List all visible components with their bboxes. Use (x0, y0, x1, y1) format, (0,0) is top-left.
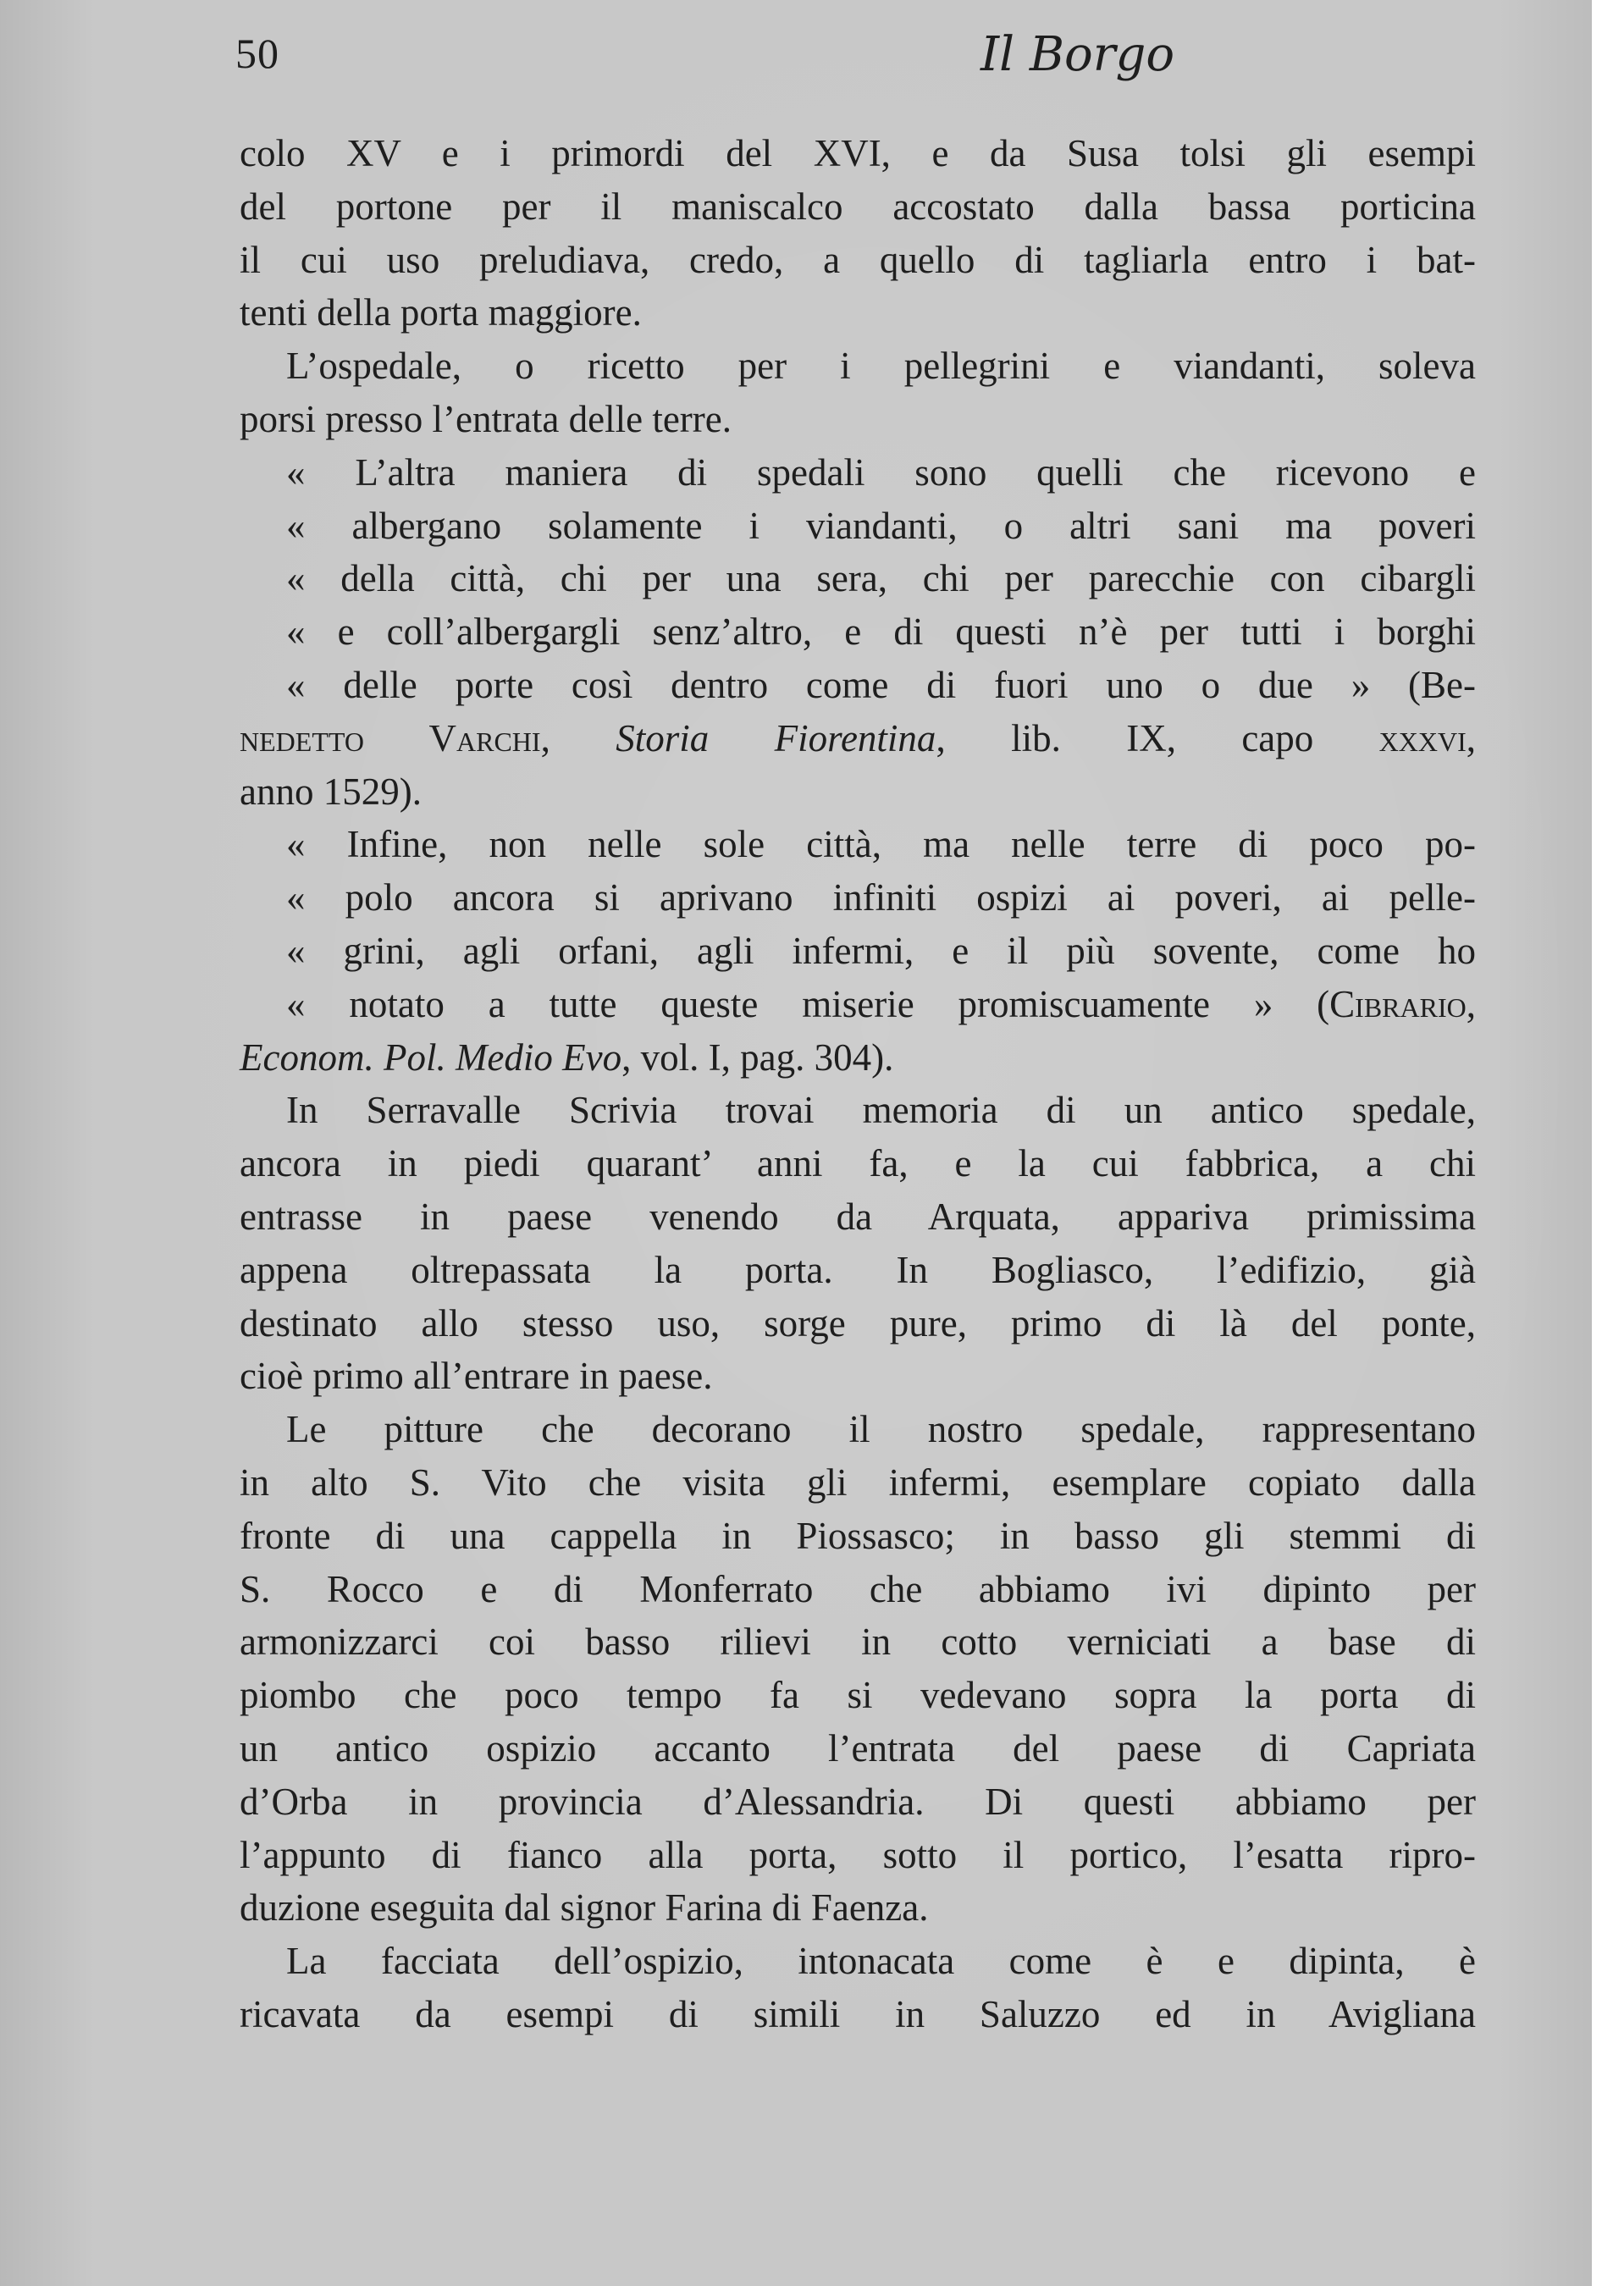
text-line: « albergano solamente i viandanti, o altri sani ma poveri (286, 504, 1476, 547)
text-line: « grini, agli orfani, agli infermi, e il più sovente, come ho (286, 929, 1476, 972)
book-title: Econom. Pol. Medio Evo (240, 1035, 622, 1079)
book-title: Storia Fiorentina (616, 716, 936, 759)
text-line: in alto S. Vito che visita gli infermi, esemplare copiato dalla (240, 1460, 1476, 1504)
text-line: « L’altra maniera di spedali sono quelli che ricevono e (286, 450, 1476, 494)
text-line: « e coll’albergargli senz’altro, e di questi n’è per tutti i borghi (286, 610, 1476, 654)
running-title: Il Borgo (980, 27, 1175, 82)
text-line: Le pitture che decorano il nostro spedale, rappresentano (286, 1408, 1476, 1451)
text-line: « delle porte così dentro come di fuori uno o due » (Be- (286, 663, 1476, 706)
text-line: porsi presso l’entrata delle terre. (240, 397, 732, 440)
page-header (235, 24, 1505, 91)
text-line: « Infine, non nelle sole città, ma nelle terre di poco po- (286, 823, 1476, 866)
author-name: nedetto Varchi (240, 716, 541, 759)
page-number: 50 (235, 30, 279, 77)
text-line: In Serravalle Scrivia trovai memoria di un antico spedale, (286, 1089, 1476, 1132)
text-line: il cui uso preludiava, credo, a quello di tagliarla entro i bat- (240, 238, 1476, 281)
text-line: appena oltrepassata la porta. In Bogliasco, l’edifizio, già (240, 1248, 1476, 1291)
text-line: L’ospedale, o ricetto per i pellegrini e viandanti, soleva (286, 345, 1476, 388)
text-line: entrasse in paese venendo da Arquata, appariva primissima (240, 1195, 1476, 1238)
text-line: un antico ospizio accanto l’entrata del paese di Capriata (240, 1726, 1476, 1770)
text-line: tenti della porta maggiore. (240, 291, 642, 334)
text-line: destinato allo stesso uso, sorge pure, primo di là del ponte, (240, 1301, 1476, 1345)
text-line: fronte di una cappella in Piossasco; in basso gli stemmi di (240, 1514, 1476, 1557)
text-line: l’appunto di fianco alla porta, sotto il portico, l’esatta ripro- (240, 1833, 1476, 1876)
text-line: « della città, chi per una sera, chi per parecchie con cibargli (286, 557, 1476, 600)
text-line: Econom. Pol. Medio Evo, vol. I, pag. 304). (240, 1035, 894, 1079)
text-line: piombo che poco tempo fa si vedevano sopra la porta di (240, 1674, 1476, 1717)
text-line: colo XV e i primordi del XVI, e da Susa tolsi gli esempi (240, 132, 1476, 174)
text-line: « notato a tutte queste miserie promiscuamente » (Cibrario, (286, 982, 1476, 1025)
text-line: armonizzarci coi basso rilievi in cotto verniciati a base di (240, 1621, 1476, 1664)
text-line: del portone per il maniscalco accostato dalla bassa porticina (240, 185, 1476, 228)
text-line: nedetto Varchi, Storia Fiorentina, lib. IX, capo xxxvi, (240, 716, 1477, 759)
text-line: S. Rocco e di Monferrato che abbiamo ivi dipinto per (240, 1567, 1476, 1610)
text-line: cioè primo all’entrare in paese. (240, 1355, 713, 1398)
text-line: anno 1529). (240, 770, 422, 813)
text-line: La facciata dell’ospizio, intonacata come è e dipinta, è (286, 1940, 1476, 1983)
text-line: ancora in piedi quarant’ anni fa, e la cui fabbrica, a chi (240, 1142, 1476, 1185)
text-line: « polo ancora si aprivano infiniti ospizi ai poveri, ai pelle- (286, 876, 1476, 919)
text-line: d’Orba in provincia d’Alessandria. Di questi abbiamo per (240, 1780, 1476, 1823)
author-name: Cibrario (1329, 982, 1467, 1025)
body-text (240, 127, 1476, 2041)
text-line: ricavata da esempi di simili in Saluzzo ed in Avigliana (240, 1992, 1476, 2035)
text-line: duzione eseguita dal signor Farina di Faenza. (240, 1886, 929, 1930)
